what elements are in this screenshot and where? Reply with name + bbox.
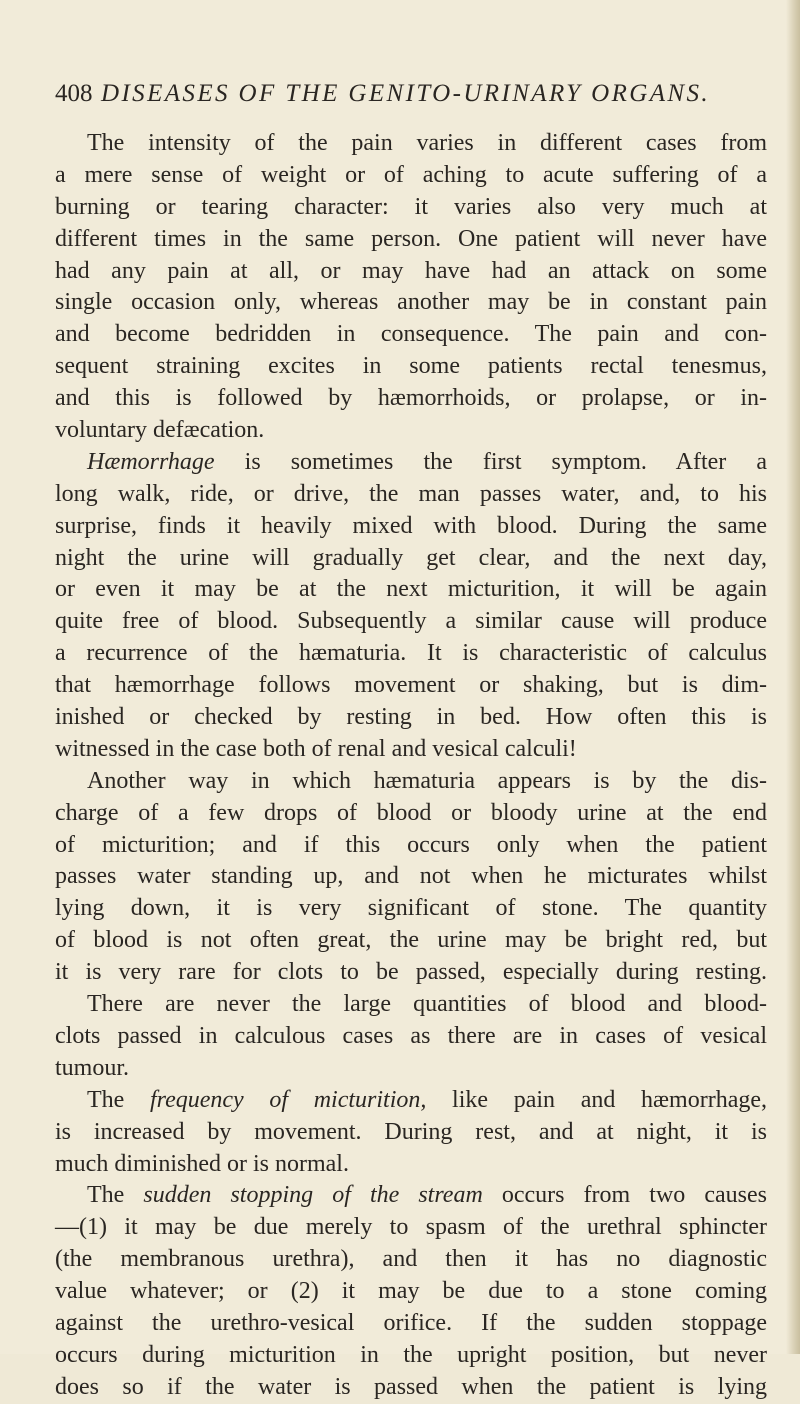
line-text: surprise, finds it heavily mixed with blood. During the same: [55, 512, 767, 539]
line-text: charge of a few drops of blood or bloody urine at the end: [55, 799, 767, 826]
text-line: [55, 1149, 767, 1181]
text-line: [55, 1276, 767, 1308]
line-text: against the urethro-vesical orifice. If the sudden stoppage: [55, 1309, 767, 1336]
line-text: a mere sense of weight or of aching to acute suffering of a: [55, 161, 767, 188]
line-text: long walk, ride, or drive, the man passes water, and, to his: [55, 480, 767, 507]
text-line: [55, 734, 767, 766]
line-text: The: [87, 1086, 150, 1113]
text-line: [55, 798, 767, 830]
running-head: [55, 80, 755, 116]
line-text: it is very rare for clots to be passed, especially during resting.: [55, 959, 767, 986]
text-line: [55, 383, 767, 415]
text-line: [55, 447, 767, 479]
line-text: or even it may be at the next micturition, it will be again: [55, 576, 767, 603]
line-text: night the urine will gradually get clear, and the next day,: [55, 544, 767, 571]
page-number: 408: [55, 80, 93, 107]
text-line: [55, 1340, 767, 1372]
text-line: [55, 543, 767, 575]
line-text: of micturition; and if this occurs only when the patient: [55, 831, 767, 858]
text-line: [55, 1053, 767, 1085]
text-line: [55, 1021, 767, 1053]
line-text: Another way in which hæmaturia appears is by the dis-: [87, 767, 767, 794]
line-text: There are never the large quantities of blood and blood-: [87, 991, 767, 1018]
text-line: [55, 830, 767, 862]
text-line: [55, 1308, 767, 1340]
text-line: [55, 574, 767, 606]
line-text: and this is followed by hæmorrhoids, or prolapse, or in-: [55, 385, 767, 412]
page-edge: [786, 0, 800, 1354]
text-line: [55, 638, 767, 670]
line-text: occurs during micturition in the upright position, but never: [55, 1341, 767, 1368]
text-line: [55, 192, 767, 224]
line-text: much diminished or is normal.: [55, 1150, 349, 1177]
text-line: [55, 319, 767, 351]
text-line: [55, 925, 767, 957]
line-text: and become bedridden in consequence. The pain and con-: [55, 321, 767, 348]
text-line: [55, 893, 767, 925]
text-line: [55, 128, 767, 160]
line-text: single occasion only, whereas another may be in constant pain: [55, 289, 767, 316]
text-line: [55, 1117, 767, 1149]
line-text: different times in the same person. One patient will never have: [55, 225, 767, 252]
line-text: witnessed in the case both of renal and vesical calculi!: [55, 735, 577, 762]
text-line: [55, 1180, 767, 1212]
line-text: occurs from two causes: [482, 1182, 767, 1209]
line-text: a recurrence of the hæmaturia. It is characteristic of calculus: [55, 640, 767, 667]
line-text: inished or checked by resting in bed. How often this is: [55, 704, 767, 731]
text-line: [55, 606, 767, 638]
italic-phrase: frequency of micturition,: [149, 1086, 427, 1113]
text-line: [55, 351, 767, 383]
line-text: does so if the water is passed when the patient is lying: [55, 1373, 767, 1400]
line-text: quite free of blood. Subsequently a similar cause will produce: [55, 608, 767, 635]
line-text: sequent straining excites in some patients rectal tenesmus,: [55, 353, 767, 380]
text-line: [55, 160, 767, 192]
line-text: is increased by movement. During rest, and at night, it is: [55, 1118, 767, 1145]
line-text: tumour.: [55, 1054, 130, 1081]
text-line: [55, 1085, 767, 1117]
line-text: is sometimes the first symptom. After a: [214, 448, 767, 475]
text-line: [55, 989, 767, 1021]
line-text: lying down, it is very significant of stone. The quantity: [55, 895, 767, 922]
line-text: voluntary defæcation.: [55, 417, 265, 444]
line-text: that hæmorrhage follows movement or shaking, but is dim-: [55, 672, 767, 699]
line-text: of blood is not often great, the urine may be bright red, but: [55, 927, 767, 954]
line-text: (the membranous urethra), and then it has no diagnostic: [55, 1246, 767, 1273]
line-text: burning or tearing character: it varies also very much at: [55, 193, 767, 220]
line-text: passes water standing up, and not when he micturates whilst: [55, 863, 767, 890]
body-text: [55, 128, 767, 1404]
text-line: [55, 670, 767, 702]
text-line: [55, 287, 767, 319]
text-line: [55, 479, 767, 511]
line-text: like pain and hæmorrhage,: [426, 1086, 767, 1113]
italic-phrase: sudden stopping of the stream: [143, 1182, 483, 1209]
text-line: [55, 415, 767, 447]
text-line: [55, 224, 767, 256]
line-text: The: [87, 1182, 144, 1209]
text-line: [55, 1212, 767, 1244]
line-text: had any pain at all, or may have had an attack on some: [55, 257, 767, 284]
text-line: [55, 766, 767, 798]
text-line: [55, 1372, 767, 1404]
text-line: [55, 511, 767, 543]
text-line: [55, 957, 767, 989]
line-text: clots passed in calculous cases as there are in cases of vesical: [55, 1022, 767, 1049]
running-head-title: DISEASES OF THE GENITO-URINARY ORGANS.: [101, 80, 710, 107]
text-line: [55, 256, 767, 288]
line-text: value whatever; or (2) it may be due to a stone coming: [55, 1278, 767, 1305]
text-line: [55, 861, 767, 893]
italic-phrase: Hæmorrhage: [87, 448, 215, 475]
line-text: —(1) it may be due merely to spasm of the urethral sphincter: [55, 1214, 767, 1241]
text-line: [55, 702, 767, 734]
text-line: [55, 1244, 767, 1276]
line-text: The intensity of the pain varies in different cases from: [87, 130, 767, 156]
